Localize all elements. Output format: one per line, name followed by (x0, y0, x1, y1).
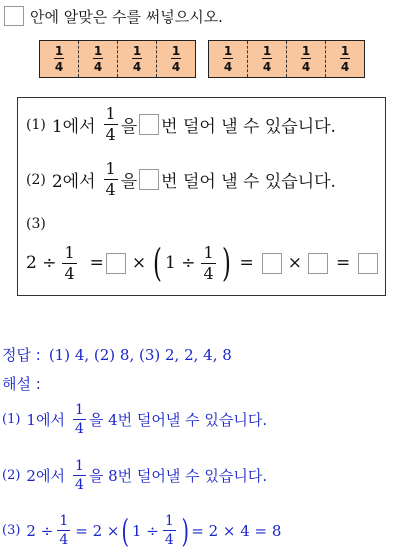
instruction-text: 안에 알맞은 수를 써넣으시오. (30, 7, 223, 26)
strip-cell: $\frac{1}{4}$ (117, 41, 156, 77)
answer-blank[interactable] (139, 169, 159, 190)
fraction: $\frac{1}{4}$ (74, 402, 84, 437)
problem-3-label: (3) (26, 216, 46, 232)
strip-cell: $\frac{1}{4}$ (156, 41, 195, 77)
answer-blank[interactable] (262, 253, 282, 274)
answer-blank[interactable] (106, 253, 126, 274)
strip-cell: $\frac{1}{4}$ (247, 41, 286, 77)
strip-cell: $\frac{1}{4}$ (54, 44, 64, 74)
explanation-2: (2) 2에서 $\frac{1}{4}$ 을 8번 덜어낼 수 있습니다. (2, 458, 268, 493)
problem-2: (2) 2에서 $\frac{1}{4}$ 을 번 덜어 낼 수 있습니다. (26, 159, 336, 199)
strip-cell: $\frac{1}{4}$ (78, 41, 117, 77)
explanation-1: (1) 1에서 $\frac{1}{4}$ 을 4번 덜어낼 수 있습니다. (2, 402, 268, 437)
fraction: $\frac{1}{4}$ (74, 458, 84, 493)
fraction: $\frac{1}{4}$ (105, 159, 116, 199)
explanation-3: (3) 2 ÷ $\frac{1}{4}$ = 2 × ( 1 ÷ $\frac{1}{4}$ ) = 2 × 4 = 8 (2, 511, 282, 550)
answer-blank[interactable] (139, 114, 159, 135)
problem-box (17, 97, 386, 296)
instruction (4, 4, 223, 28)
fraction: $\frac{1}{4}$ (203, 242, 214, 283)
answer-blank[interactable] (358, 253, 378, 274)
fraction: $\frac{1}{4}$ (59, 513, 69, 548)
blank-box-icon (4, 6, 24, 26)
fraction-strip-1 (39, 40, 196, 78)
fraction-strip-2 (208, 40, 365, 78)
explanation-heading: 해설 : (2, 375, 41, 393)
fraction: $\frac{1}{4}$ (164, 513, 174, 548)
fraction: $\frac{1}{4}$ (105, 104, 116, 144)
answer-line: 정답 : (1) 4, (2) 8, (3) 2, 2, 4, 8 (2, 345, 232, 364)
problem-1: (1) 1에서 $\frac{1}{4}$ 을 번 덜어 낼 수 있습니다. (26, 104, 336, 144)
problem-3-equation: 2 ÷ $\frac{1}{4}$ = × ( 1 ÷ $\frac{1}{4}$ ) = × = (26, 244, 380, 282)
strip-cell: $\frac{1}{4}$ (325, 41, 364, 77)
answer-blank[interactable] (308, 253, 328, 274)
strip-cell: $\frac{1}{4}$ (286, 41, 325, 77)
strip-cell: $\frac{1}{4}$ (223, 44, 233, 74)
fraction: $\frac{1}{4}$ (64, 242, 75, 283)
